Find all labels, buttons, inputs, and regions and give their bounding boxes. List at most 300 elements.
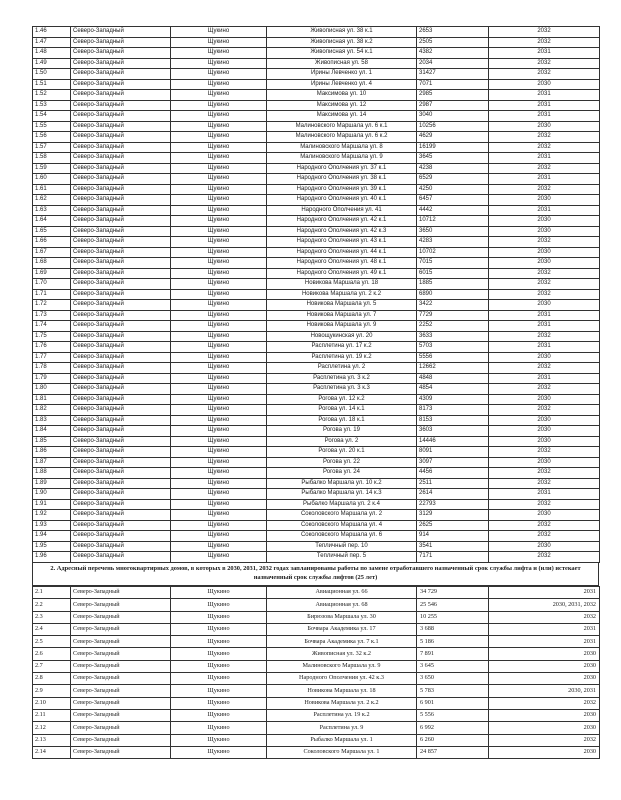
district-cell: Северо-Западный [71, 746, 171, 758]
row-number-cell: 2.11 [33, 709, 71, 721]
municipal-area-cell: Щукино [171, 69, 267, 80]
lift-count-cell: 2511 [417, 478, 489, 489]
table-row [33, 132, 600, 143]
lift-count-cell: 8173 [417, 405, 489, 416]
municipal-area-cell: Щукино [171, 258, 267, 269]
year-cell: 2032 [489, 237, 600, 248]
municipal-area-cell: Щукино [171, 100, 267, 111]
table-row [33, 457, 600, 468]
district-cell: Северо-Западный [71, 510, 171, 521]
year-cell: 2031 [489, 373, 600, 384]
table-row [33, 685, 600, 697]
row-number-cell: 2.8 [33, 673, 71, 685]
district-cell: Северо-Западный [71, 447, 171, 458]
district-cell: Северо-Западный [71, 478, 171, 489]
year-cell: 2032 [489, 69, 600, 80]
address-cell: Народного Ополчения ул. 39 к.1 [267, 184, 417, 195]
table-row [33, 111, 600, 122]
district-cell: Северо-Западный [71, 247, 171, 258]
district-cell: Северо-Западный [71, 142, 171, 153]
municipal-area-cell: Щукино [171, 599, 267, 611]
year-cell: 2032 [489, 384, 600, 395]
year-cell: 2032 [489, 27, 600, 38]
year-cell: 2031 [489, 100, 600, 111]
address-cell: Народного Ополчения ул. 41 [267, 205, 417, 216]
year-cell: 2030 [489, 426, 600, 437]
municipal-area-cell: Щукино [171, 48, 267, 59]
address-cell: Максимова ул. 10 [267, 90, 417, 101]
table-row [33, 352, 600, 363]
district-cell: Северо-Западный [71, 331, 171, 342]
year-cell: 2032 [489, 468, 600, 479]
municipal-area-cell: Щукино [171, 121, 267, 132]
row-number-cell: 1.55 [33, 121, 71, 132]
year-cell: 2030 [489, 394, 600, 405]
row-number-cell: 1.56 [33, 132, 71, 143]
row-number-cell: 1.54 [33, 111, 71, 122]
row-number-cell: 1.64 [33, 216, 71, 227]
row-number-cell: 1.76 [33, 342, 71, 353]
year-cell: 2032 [489, 163, 600, 174]
row-number-cell: 1.69 [33, 268, 71, 279]
table-row [33, 746, 600, 758]
address-cell: Ирины Левченко ул. 4 [267, 79, 417, 90]
district-cell: Северо-Западный [71, 48, 171, 59]
district-cell: Северо-Западный [71, 384, 171, 395]
table-row [33, 58, 600, 69]
row-number-cell: 1.67 [33, 247, 71, 258]
address-cell: Народного Ополчения ул. 38 к.1 [267, 174, 417, 185]
district-cell: Северо-Западный [71, 132, 171, 143]
year-cell: 2032 [489, 37, 600, 48]
row-number-cell: 1.53 [33, 100, 71, 111]
section-2-heading: 2. Адресный перечень многоквартирных домов, в которых в 2030, 2031, 2032 годах запланированы работы по замене отработавшего назначенный срок службы лифта и (или) истекает назначенный срок службы лифтов (25 лет) [32, 562, 599, 586]
table-row [33, 673, 600, 685]
table-row [33, 648, 600, 660]
row-number-cell: 1.83 [33, 415, 71, 426]
year-cell: 2030 [489, 457, 600, 468]
lift-count-cell: 2034 [417, 58, 489, 69]
address-cell: Новощукинская ул. 20 [267, 331, 417, 342]
year-cell: 2030 [489, 436, 600, 447]
year-cell: 2032 [489, 331, 600, 342]
district-cell: Северо-Западный [71, 195, 171, 206]
municipal-area-cell: Щукино [171, 142, 267, 153]
district-cell: Северо-Западный [71, 415, 171, 426]
address-cell: Народного Ополчения ул. 42 к.3 [267, 673, 417, 685]
municipal-area-cell: Щукино [171, 132, 267, 143]
lift-count-cell: 2614 [417, 489, 489, 500]
address-cell: Рогова ул. 24 [267, 468, 417, 479]
row-number-cell: 1.77 [33, 352, 71, 363]
municipal-area-cell: Щукино [171, 321, 267, 332]
lift-count-cell: 4442 [417, 205, 489, 216]
row-number-cell: 2.3 [33, 611, 71, 623]
address-cell: Рогова ул. 14 к.1 [267, 405, 417, 416]
municipal-area-cell: Щукино [171, 734, 267, 746]
table-row [33, 394, 600, 405]
row-number-cell: 1.51 [33, 79, 71, 90]
year-cell: 2032 [489, 184, 600, 195]
municipal-area-cell: Щукино [171, 216, 267, 227]
year-cell: 2032 [489, 499, 600, 510]
year-cell: 2032 [489, 142, 600, 153]
municipal-area-cell: Щукино [171, 289, 267, 300]
year-cell: 2031 [489, 111, 600, 122]
year-cell: 2031 [489, 90, 600, 101]
district-cell: Северо-Западный [71, 216, 171, 227]
address-cell: Расплетина ул. 2 [267, 363, 417, 374]
municipal-area-cell: Щукино [171, 426, 267, 437]
row-number-cell: 1.62 [33, 195, 71, 206]
address-cell: Рогова ул. 20 к.1 [267, 447, 417, 458]
lift-count-cell: 7171 [417, 552, 489, 563]
address-cell: Соколовского Маршала ул. 6 [267, 531, 417, 542]
table-row [33, 709, 600, 721]
municipal-area-cell: Щукино [171, 722, 267, 734]
year-cell: 2030 [489, 541, 600, 552]
address-cell: Живописная ул. 32 к.2 [267, 648, 417, 660]
municipal-area-cell: Щукино [171, 363, 267, 374]
lift-count-cell: 3650 [417, 226, 489, 237]
table-row [33, 373, 600, 384]
municipal-area-cell: Щукино [171, 90, 267, 101]
municipal-area-cell: Щукино [171, 342, 267, 353]
table-row [33, 510, 600, 521]
municipal-area-cell: Щукино [171, 447, 267, 458]
table-row [33, 384, 600, 395]
lift-count-cell: 12662 [417, 363, 489, 374]
district-cell: Северо-Западный [71, 258, 171, 269]
district-cell: Северо-Западный [71, 279, 171, 290]
district-cell: Северо-Западный [71, 709, 171, 721]
lift-count-cell: 6 901 [417, 697, 489, 709]
municipal-area-cell: Щукино [171, 373, 267, 384]
year-cell: 2030 [489, 79, 600, 90]
address-cell: Народного Ополчения ул. 44 к.1 [267, 247, 417, 258]
district-cell: Северо-Западный [71, 205, 171, 216]
row-number-cell: 1.57 [33, 142, 71, 153]
lift-count-cell: 16199 [417, 142, 489, 153]
municipal-area-cell: Щукино [171, 552, 267, 563]
year-cell: 2032 [489, 734, 600, 746]
table-row [33, 405, 600, 416]
district-cell: Северо-Западный [71, 673, 171, 685]
lift-count-cell: 6 992 [417, 722, 489, 734]
lift-count-cell: 7 891 [417, 648, 489, 660]
row-number-cell: 1.46 [33, 27, 71, 38]
row-number-cell: 1.65 [33, 226, 71, 237]
table-row [33, 321, 600, 332]
district-cell: Северо-Западный [71, 499, 171, 510]
district-cell: Северо-Западный [71, 623, 171, 635]
address-cell: Народного Ополчения ул. 42 к.1 [267, 216, 417, 227]
table-row [33, 226, 600, 237]
address-cell: Расплетина ул. 19 к.2 [267, 709, 417, 721]
municipal-area-cell: Щукино [171, 541, 267, 552]
district-cell: Северо-Западный [71, 226, 171, 237]
row-number-cell: 2.7 [33, 660, 71, 672]
address-cell: Новикова Маршала ул. 9 [267, 321, 417, 332]
row-number-cell: 1.59 [33, 163, 71, 174]
year-cell: 2030 [489, 673, 600, 685]
municipal-area-cell: Щукино [171, 457, 267, 468]
year-cell: 2032 [489, 531, 600, 542]
lift-count-cell: 8091 [417, 447, 489, 458]
year-cell: 2031 [489, 310, 600, 321]
year-cell: 2030 [489, 709, 600, 721]
table-row [33, 258, 600, 269]
row-number-cell: 2.10 [33, 697, 71, 709]
district-cell: Северо-Западный [71, 111, 171, 122]
lift-count-cell: 3097 [417, 457, 489, 468]
address-cell: Малиновского Маршала ул. 6 к.1 [267, 121, 417, 132]
district-cell: Северо-Западный [71, 373, 171, 384]
table-row [33, 734, 600, 746]
municipal-area-cell: Щукино [171, 153, 267, 164]
lift-count-cell: 3040 [417, 111, 489, 122]
municipal-area-cell: Щукино [171, 520, 267, 531]
row-number-cell: 1.74 [33, 321, 71, 332]
district-cell: Северо-Западный [71, 541, 171, 552]
lift-count-cell: 24 857 [417, 746, 489, 758]
municipal-area-cell: Щукино [171, 163, 267, 174]
municipal-area-cell: Щукино [171, 237, 267, 248]
lift-count-cell: 3 645 [417, 660, 489, 672]
year-cell: 2032 [489, 58, 600, 69]
address-cell: Бирюзова Маршала ул. 30 [267, 611, 417, 623]
table-row [33, 478, 600, 489]
row-number-cell: 1.84 [33, 426, 71, 437]
address-cell: Бочвара Академика ул. 17 [267, 623, 417, 635]
table-row [33, 100, 600, 111]
lift-count-cell: 1885 [417, 279, 489, 290]
lift-count-cell: 5703 [417, 342, 489, 353]
district-cell: Северо-Западный [71, 100, 171, 111]
row-number-cell: 1.92 [33, 510, 71, 521]
lift-count-cell: 7071 [417, 79, 489, 90]
lift-count-cell: 4309 [417, 394, 489, 405]
table-row [33, 531, 600, 542]
row-number-cell: 1.58 [33, 153, 71, 164]
row-number-cell: 1.78 [33, 363, 71, 374]
year-cell: 2032 [489, 289, 600, 300]
table-row [33, 237, 600, 248]
municipal-area-cell: Щукино [171, 174, 267, 185]
year-cell: 2031 [489, 205, 600, 216]
row-number-cell: 1.75 [33, 331, 71, 342]
municipal-area-cell: Щукино [171, 184, 267, 195]
year-cell: 2032 [489, 405, 600, 416]
address-cell: Малиновского Маршала ул. 8 [267, 142, 417, 153]
address-cell: Максимова ул. 14 [267, 111, 417, 122]
municipal-area-cell: Щукино [171, 648, 267, 660]
table-row [33, 37, 600, 48]
row-number-cell: 1.72 [33, 300, 71, 311]
table-row [33, 436, 600, 447]
table-row [33, 174, 600, 185]
lift-count-cell: 6529 [417, 174, 489, 185]
district-cell: Северо-Западный [71, 734, 171, 746]
row-number-cell: 1.50 [33, 69, 71, 80]
municipal-area-cell: Щукино [171, 636, 267, 648]
lift-count-cell: 2505 [417, 37, 489, 48]
district-cell: Северо-Западный [71, 405, 171, 416]
district-cell: Северо-Западный [71, 184, 171, 195]
table-row [33, 611, 600, 623]
district-cell: Северо-Западный [71, 163, 171, 174]
municipal-area-cell: Щукино [171, 499, 267, 510]
lift-count-cell: 14446 [417, 436, 489, 447]
lift-count-cell: 2653 [417, 27, 489, 38]
district-cell: Северо-Западный [71, 520, 171, 531]
row-number-cell: 2.9 [33, 685, 71, 697]
address-cell: Рыбалко Маршала ул. 14 к.3 [267, 489, 417, 500]
lift-count-cell: 3 688 [417, 623, 489, 635]
district-cell: Северо-Западный [71, 531, 171, 542]
address-cell: Рыбалко Маршала ул. 10 к.2 [267, 478, 417, 489]
table-row [33, 468, 600, 479]
year-cell: 2030 [489, 746, 600, 758]
row-number-cell: 1.90 [33, 489, 71, 500]
municipal-area-cell: Щукино [171, 394, 267, 405]
lift-count-cell: 4250 [417, 184, 489, 195]
table-row [33, 300, 600, 311]
lift-count-cell: 5 556 [417, 709, 489, 721]
lift-count-cell: 3 650 [417, 673, 489, 685]
address-cell: Максимова ул. 12 [267, 100, 417, 111]
district-cell: Северо-Западный [71, 174, 171, 185]
year-cell: 2032 [489, 611, 600, 623]
year-cell: 2031 [489, 342, 600, 353]
table-row [33, 289, 600, 300]
table-row [33, 415, 600, 426]
year-cell: 2030, 2031 [489, 685, 600, 697]
table-row [33, 69, 600, 80]
year-cell: 2032 [489, 447, 600, 458]
row-number-cell: 1.60 [33, 174, 71, 185]
table-row [33, 636, 600, 648]
row-number-cell: 2.14 [33, 746, 71, 758]
district-cell: Северо-Западный [71, 636, 171, 648]
lift-count-cell: 4238 [417, 163, 489, 174]
year-cell: 2031 [489, 489, 600, 500]
district-cell: Северо-Западный [71, 121, 171, 132]
district-cell: Северо-Западный [71, 69, 171, 80]
address-cell: Бочвара Академика ул. 7 к.1 [267, 636, 417, 648]
district-cell: Северо-Западный [71, 552, 171, 563]
address-cell: Тепличный пер. 10 [267, 541, 417, 552]
address-cell: Расплетина ул. 3 к.3 [267, 384, 417, 395]
year-cell: 2032 [489, 279, 600, 290]
municipal-area-cell: Щукино [171, 673, 267, 685]
table-row [33, 541, 600, 552]
lift-count-cell: 10256 [417, 121, 489, 132]
municipal-area-cell: Щукино [171, 205, 267, 216]
row-number-cell: 2.12 [33, 722, 71, 734]
lift-count-cell: 2625 [417, 520, 489, 531]
lift-count-cell: 34 729 [417, 587, 489, 599]
table-row [33, 587, 600, 599]
district-cell: Северо-Западный [71, 90, 171, 101]
year-cell: 2032 [489, 697, 600, 709]
municipal-area-cell: Щукино [171, 660, 267, 672]
address-cell: Малиновского Маршала ул. 9 [267, 153, 417, 164]
municipal-area-cell: Щукино [171, 611, 267, 623]
year-cell: 2030 [489, 722, 600, 734]
year-cell: 2031 [489, 623, 600, 635]
municipal-area-cell: Щукино [171, 37, 267, 48]
municipal-area-cell: Щукино [171, 685, 267, 697]
address-cell: Соколовского Маршала ул. 4 [267, 520, 417, 531]
table-row [33, 247, 600, 258]
municipal-area-cell: Щукино [171, 709, 267, 721]
year-cell: 2030 [489, 660, 600, 672]
municipal-area-cell: Щукино [171, 331, 267, 342]
table-row [33, 205, 600, 216]
year-cell: 2030 [489, 648, 600, 660]
year-cell: 2030 [489, 300, 600, 311]
address-cell: Расплетина ул. 3 к.2 [267, 373, 417, 384]
row-number-cell: 1.86 [33, 447, 71, 458]
municipal-area-cell: Щукино [171, 587, 267, 599]
table-row [33, 163, 600, 174]
year-cell: 2030 [489, 226, 600, 237]
row-number-cell: 1.52 [33, 90, 71, 101]
lift-count-cell: 2987 [417, 100, 489, 111]
municipal-area-cell: Щукино [171, 58, 267, 69]
row-number-cell: 2.2 [33, 599, 71, 611]
address-cell: Новикова Маршала ул. 2 к.2 [267, 697, 417, 709]
address-cell: Народного Ополчения ул. 43 к.1 [267, 237, 417, 248]
lift-count-cell: 4854 [417, 384, 489, 395]
lift-count-cell: 2252 [417, 321, 489, 332]
address-cell: Рогова ул. 22 [267, 457, 417, 468]
table-row [33, 195, 600, 206]
address-cell: Новикова Маршала ул. 5 [267, 300, 417, 311]
district-cell: Северо-Западный [71, 300, 171, 311]
address-cell: Живописная ул. 38 к.2 [267, 37, 417, 48]
year-cell: 2031 [489, 174, 600, 185]
address-cell: Соколовского Маршала ул. 2 [267, 510, 417, 521]
row-number-cell: 1.70 [33, 279, 71, 290]
district-cell: Северо-Западный [71, 27, 171, 38]
district-cell: Северо-Западный [71, 587, 171, 599]
year-cell: 2032 [489, 363, 600, 374]
table-row [33, 216, 600, 227]
address-cell: Новикова Маршала ул. 2 к.2 [267, 289, 417, 300]
district-cell: Северо-Западный [71, 79, 171, 90]
municipal-area-cell: Щукино [171, 468, 267, 479]
row-number-cell: 1.61 [33, 184, 71, 195]
table-row [33, 48, 600, 59]
table-row [33, 623, 600, 635]
table-row [33, 499, 600, 510]
address-cell: Живописная ул. 54 к.1 [267, 48, 417, 59]
lift-count-cell: 10702 [417, 247, 489, 258]
district-cell: Северо-Западный [71, 697, 171, 709]
year-cell: 2030 [489, 352, 600, 363]
address-cell: Новикова Маршала ул. 18 [267, 279, 417, 290]
municipal-area-cell: Щукино [171, 247, 267, 258]
row-number-cell: 1.93 [33, 520, 71, 531]
district-cell: Северо-Западный [71, 58, 171, 69]
district-cell: Северо-Западный [71, 722, 171, 734]
lift-count-cell: 4456 [417, 468, 489, 479]
district-cell: Северо-Западный [71, 648, 171, 660]
address-cell: Рогова ул. 2 [267, 436, 417, 447]
lift-count-cell: 3633 [417, 331, 489, 342]
